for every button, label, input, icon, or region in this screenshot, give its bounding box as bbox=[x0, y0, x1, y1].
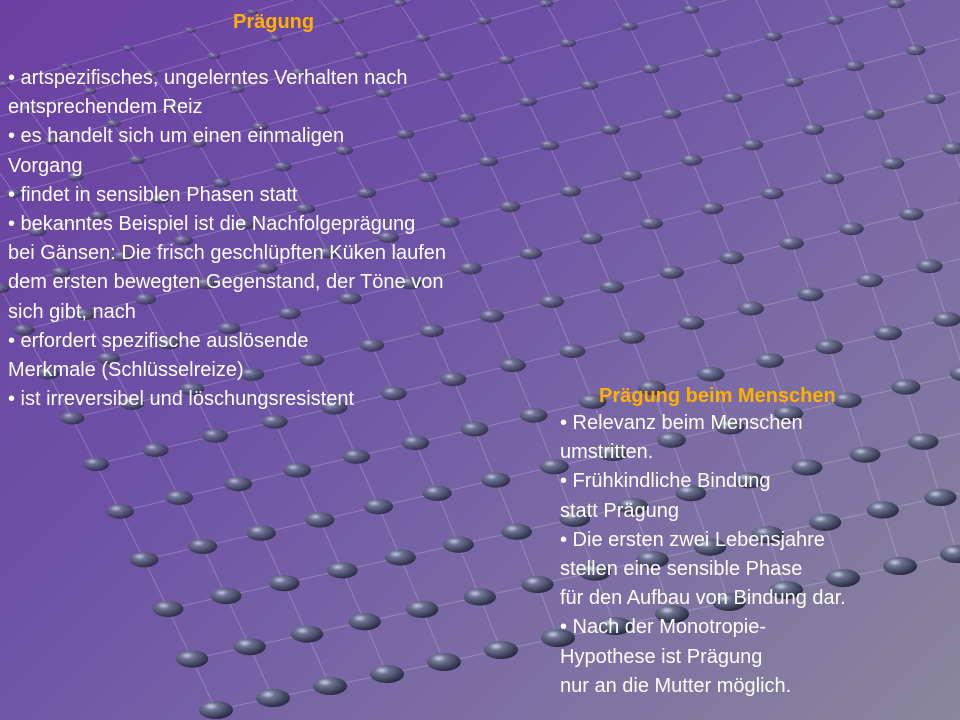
left-line: Vorgang bbox=[8, 154, 83, 177]
right-line: stellen eine sensible Phase bbox=[560, 557, 803, 580]
right-bullet-list bbox=[560, 409, 846, 701]
right-line: • Relevanz beim Menschen bbox=[560, 412, 803, 434]
left-line: bei Gänsen: Die frisch geschlüpften Küken laufen bbox=[8, 242, 447, 265]
left-title: Prägung bbox=[233, 11, 315, 33]
left-line: • artspezifisches, ungelerntes Verhalten nach bbox=[8, 67, 408, 89]
left-line: Merkmale (Schlüsselreize) bbox=[8, 358, 244, 381]
right-line: umstritten. bbox=[560, 441, 654, 464]
left-line: sich gibt, nach bbox=[8, 300, 136, 323]
left-line: entsprechendem Reiz bbox=[8, 96, 203, 119]
right-line: • Die ersten zwei Lebensjahre bbox=[560, 528, 825, 551]
right-line: nur an die Mutter möglich. bbox=[560, 674, 792, 697]
right-title: Prägung beim Menschen bbox=[599, 385, 836, 407]
left-line: dem ersten bewegten Gegenstand, der Töne von bbox=[8, 271, 444, 294]
right-line: • Nach der Monotropie- bbox=[560, 616, 766, 639]
left-line: • erfordert spezifische auslösende bbox=[8, 329, 309, 352]
right-line: • Frühkindliche Bindung bbox=[560, 470, 771, 493]
left-bullet-list bbox=[8, 64, 446, 414]
right-line: Hypothese ist Prägung bbox=[560, 645, 763, 668]
right-line: für den Aufbau von Bindung dar. bbox=[560, 587, 846, 610]
left-line: • es handelt sich um einen einmaligen bbox=[8, 125, 345, 148]
right-line: statt Prägung bbox=[560, 499, 679, 522]
left-line: • findet in sensiblen Phasen statt bbox=[8, 183, 298, 206]
left-line: • ist irreversibel und löschungsresistent bbox=[8, 388, 355, 411]
left-line: • bekanntes Beispiel ist die Nachfolgeprägung bbox=[8, 212, 416, 235]
